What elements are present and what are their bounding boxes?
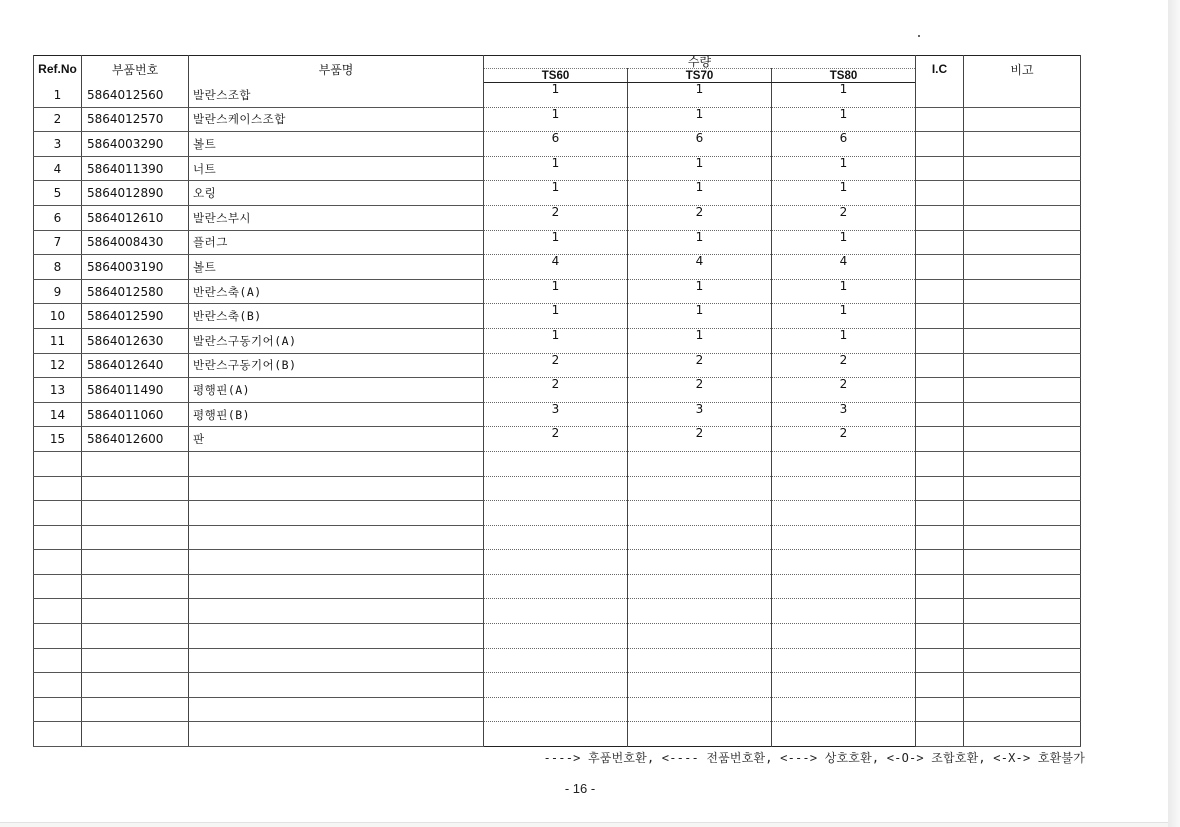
- remark-cell: [964, 402, 1081, 427]
- ic-cell: [916, 476, 964, 501]
- qty-ts60-cell: 1: [484, 279, 628, 304]
- blank-row: [34, 501, 1081, 526]
- qty-ts70-cell: 4: [628, 255, 772, 280]
- ic-cell: [916, 279, 964, 304]
- qty-ts70-cell: 1: [628, 279, 772, 304]
- remark-cell: [964, 328, 1081, 353]
- part-no-cell: [82, 599, 189, 624]
- remark-cell: [964, 451, 1081, 476]
- blank-row: [34, 722, 1081, 747]
- qty-ts60-cell: [484, 550, 628, 575]
- part-name-cell: [189, 697, 484, 722]
- qty-ts70-cell: [628, 574, 772, 599]
- part-name-cell: 플러그: [189, 230, 484, 255]
- blank-row: [34, 599, 1081, 624]
- qty-ts70-cell: 2: [628, 353, 772, 378]
- part-no-cell: [82, 624, 189, 649]
- part-name-cell: 반란스축(A): [189, 279, 484, 304]
- qty-ts80-cell: [772, 451, 916, 476]
- qty-ts70-cell: [628, 673, 772, 698]
- part-no-cell: [82, 451, 189, 476]
- remark-cell: [964, 427, 1081, 452]
- header-model-ts70: TS70: [628, 69, 772, 83]
- part-no-cell: [82, 722, 189, 747]
- qty-ts70-cell: 1: [628, 107, 772, 132]
- qty-ts80-cell: 1: [772, 156, 916, 181]
- header-model-ts80: TS80: [772, 69, 916, 83]
- remark-cell: [964, 156, 1081, 181]
- table-row: [34, 156, 1081, 181]
- qty-ts80-cell: [772, 648, 916, 673]
- qty-ts70-cell: 1: [628, 304, 772, 329]
- part-name-cell: [189, 501, 484, 526]
- qty-ts60-cell: 2: [484, 205, 628, 230]
- page-edge: [1168, 0, 1180, 827]
- qty-ts60-cell: [484, 476, 628, 501]
- part-name-cell: 발란스조합: [189, 83, 484, 108]
- qty-ts70-cell: 2: [628, 427, 772, 452]
- ref-no-cell: [34, 574, 82, 599]
- ic-cell: [916, 132, 964, 157]
- qty-ts70-cell: 1: [628, 83, 772, 108]
- table-row: [34, 230, 1081, 255]
- part-name-cell: 너트: [189, 156, 484, 181]
- ref-no-cell: [34, 550, 82, 575]
- table-row: [34, 181, 1081, 206]
- qty-ts80-cell: 2: [772, 427, 916, 452]
- table-body: [34, 83, 1081, 747]
- part-name-cell: [189, 599, 484, 624]
- qty-ts60-cell: [484, 574, 628, 599]
- qty-ts60-cell: 1: [484, 181, 628, 206]
- qty-ts60-cell: 4: [484, 255, 628, 280]
- ic-cell: [916, 673, 964, 698]
- ic-cell: [916, 427, 964, 452]
- qty-ts60-cell: 1: [484, 304, 628, 329]
- header-remarks: 비고: [964, 56, 1081, 83]
- part-no-cell: [82, 697, 189, 722]
- ref-no-cell: 10: [34, 304, 82, 329]
- ic-cell: [916, 525, 964, 550]
- qty-ts70-cell: 1: [628, 181, 772, 206]
- qty-ts70-cell: [628, 722, 772, 747]
- ic-cell: [916, 205, 964, 230]
- table-row: [34, 107, 1081, 132]
- remark-cell: [964, 599, 1081, 624]
- qty-ts80-cell: 6: [772, 132, 916, 157]
- qty-ts80-cell: 2: [772, 205, 916, 230]
- remark-cell: [964, 107, 1081, 132]
- part-no-cell: 5864012610: [82, 205, 189, 230]
- blank-row: [34, 624, 1081, 649]
- ic-cell: [916, 599, 964, 624]
- table-row: [34, 427, 1081, 452]
- ic-cell: [916, 328, 964, 353]
- qty-ts70-cell: [628, 525, 772, 550]
- ic-cell: [916, 648, 964, 673]
- ic-cell: [916, 255, 964, 280]
- qty-ts80-cell: 1: [772, 181, 916, 206]
- ic-cell: [916, 550, 964, 575]
- part-no-cell: 5864012640: [82, 353, 189, 378]
- qty-ts70-cell: [628, 648, 772, 673]
- remark-cell: [964, 378, 1081, 403]
- qty-ts60-cell: 1: [484, 328, 628, 353]
- part-no-cell: 5864012600: [82, 427, 189, 452]
- qty-ts70-cell: 1: [628, 230, 772, 255]
- blank-row: [34, 697, 1081, 722]
- header-part-name: 부품명: [189, 56, 484, 83]
- ref-no-cell: [34, 648, 82, 673]
- qty-ts80-cell: 1: [772, 304, 916, 329]
- table-row: [34, 132, 1081, 157]
- qty-ts80-cell: [772, 673, 916, 698]
- remark-cell: [964, 697, 1081, 722]
- scan-speck: [918, 35, 920, 37]
- qty-ts60-cell: 3: [484, 402, 628, 427]
- part-name-cell: 평행핀(B): [189, 402, 484, 427]
- qty-ts70-cell: 6: [628, 132, 772, 157]
- qty-ts80-cell: 1: [772, 279, 916, 304]
- remark-cell: [964, 304, 1081, 329]
- table-row: [34, 83, 1081, 108]
- part-name-cell: 발란스구동기어(A): [189, 328, 484, 353]
- interchange-legend: ----> 후품번호환, <---- 전품번호환, <---> 상호호환, <-O-> 조합호환, <-X-> 호환불가: [543, 751, 1085, 765]
- remark-cell: [964, 353, 1081, 378]
- ic-cell: [916, 107, 964, 132]
- ref-no-cell: 9: [34, 279, 82, 304]
- ic-cell: [916, 83, 964, 108]
- remark-cell: [964, 673, 1081, 698]
- qty-ts70-cell: 3: [628, 402, 772, 427]
- ic-cell: [916, 451, 964, 476]
- blank-row: [34, 648, 1081, 673]
- ref-no-cell: [34, 525, 82, 550]
- part-name-cell: [189, 574, 484, 599]
- qty-ts60-cell: 2: [484, 378, 628, 403]
- qty-ts70-cell: [628, 697, 772, 722]
- blank-row: [34, 550, 1081, 575]
- qty-ts60-cell: 1: [484, 156, 628, 181]
- ref-no-cell: [34, 697, 82, 722]
- qty-ts70-cell: [628, 599, 772, 624]
- qty-ts80-cell: [772, 624, 916, 649]
- part-name-cell: [189, 673, 484, 698]
- ref-no-cell: 15: [34, 427, 82, 452]
- remark-cell: [964, 648, 1081, 673]
- table-row: [34, 378, 1081, 403]
- part-no-cell: [82, 550, 189, 575]
- ref-no-cell: [34, 624, 82, 649]
- part-name-cell: 볼트: [189, 255, 484, 280]
- qty-ts60-cell: [484, 451, 628, 476]
- qty-ts70-cell: [628, 451, 772, 476]
- part-no-cell: 5864003290: [82, 132, 189, 157]
- header-ic: I.C: [916, 56, 964, 83]
- remark-cell: [964, 181, 1081, 206]
- qty-ts80-cell: 1: [772, 328, 916, 353]
- part-no-cell: [82, 673, 189, 698]
- ref-no-cell: 4: [34, 156, 82, 181]
- part-name-cell: [189, 525, 484, 550]
- qty-ts60-cell: 1: [484, 107, 628, 132]
- part-no-cell: 5864012560: [82, 83, 189, 108]
- ref-no-cell: 13: [34, 378, 82, 403]
- ic-cell: [916, 304, 964, 329]
- qty-ts80-cell: [772, 550, 916, 575]
- part-no-cell: [82, 476, 189, 501]
- blank-row: [34, 673, 1081, 698]
- blank-row: [34, 451, 1081, 476]
- part-name-cell: [189, 451, 484, 476]
- qty-ts60-cell: [484, 599, 628, 624]
- ref-no-cell: [34, 476, 82, 501]
- remark-cell: [964, 525, 1081, 550]
- qty-ts60-cell: 2: [484, 427, 628, 452]
- remark-cell: [964, 279, 1081, 304]
- qty-ts70-cell: 2: [628, 205, 772, 230]
- ic-cell: [916, 181, 964, 206]
- ref-no-cell: 1: [34, 83, 82, 108]
- header-part-no: 부품번호: [82, 56, 189, 83]
- qty-ts80-cell: 1: [772, 230, 916, 255]
- part-name-cell: 발란스케이스조합: [189, 107, 484, 132]
- ref-no-cell: 3: [34, 132, 82, 157]
- qty-ts60-cell: 6: [484, 132, 628, 157]
- qty-ts80-cell: [772, 722, 916, 747]
- ref-no-cell: 12: [34, 353, 82, 378]
- ref-no-cell: 7: [34, 230, 82, 255]
- blank-row: [34, 525, 1081, 550]
- part-name-cell: 볼트: [189, 132, 484, 157]
- remark-cell: [964, 132, 1081, 157]
- qty-ts70-cell: 1: [628, 328, 772, 353]
- qty-ts60-cell: [484, 501, 628, 526]
- part-no-cell: 5864012630: [82, 328, 189, 353]
- qty-ts70-cell: [628, 550, 772, 575]
- qty-ts80-cell: 1: [772, 107, 916, 132]
- qty-ts80-cell: [772, 599, 916, 624]
- part-no-cell: 5864003190: [82, 255, 189, 280]
- ref-no-cell: [34, 451, 82, 476]
- qty-ts80-cell: [772, 501, 916, 526]
- qty-ts80-cell: 2: [772, 378, 916, 403]
- part-name-cell: [189, 550, 484, 575]
- part-name-cell: 오링: [189, 181, 484, 206]
- qty-ts60-cell: [484, 697, 628, 722]
- ic-cell: [916, 353, 964, 378]
- qty-ts60-cell: [484, 525, 628, 550]
- qty-ts60-cell: 1: [484, 230, 628, 255]
- header-ref-no: Ref.No: [34, 56, 82, 83]
- qty-ts80-cell: [772, 525, 916, 550]
- remark-cell: [964, 624, 1081, 649]
- remark-cell: [964, 550, 1081, 575]
- ic-cell: [916, 230, 964, 255]
- ref-no-cell: 5: [34, 181, 82, 206]
- ref-no-cell: [34, 599, 82, 624]
- part-no-cell: [82, 501, 189, 526]
- part-no-cell: 5864008430: [82, 230, 189, 255]
- qty-ts70-cell: [628, 501, 772, 526]
- part-name-cell: 발란스부시: [189, 205, 484, 230]
- parts-table: [33, 55, 1081, 747]
- table-row: [34, 353, 1081, 378]
- table-row: [34, 255, 1081, 280]
- qty-ts70-cell: 1: [628, 156, 772, 181]
- ref-no-cell: 2: [34, 107, 82, 132]
- qty-ts80-cell: 2: [772, 353, 916, 378]
- ref-no-cell: 14: [34, 402, 82, 427]
- ref-no-cell: 6: [34, 205, 82, 230]
- remark-cell: [964, 255, 1081, 280]
- remark-cell: [964, 205, 1081, 230]
- part-no-cell: [82, 525, 189, 550]
- part-no-cell: 5864012570: [82, 107, 189, 132]
- qty-ts80-cell: 3: [772, 402, 916, 427]
- part-name-cell: [189, 624, 484, 649]
- part-no-cell: 5864012890: [82, 181, 189, 206]
- ic-cell: [916, 156, 964, 181]
- part-no-cell: 5864011490: [82, 378, 189, 403]
- table-row: [34, 402, 1081, 427]
- remark-cell: [964, 574, 1081, 599]
- ic-cell: [916, 402, 964, 427]
- ref-no-cell: [34, 673, 82, 698]
- part-name-cell: [189, 722, 484, 747]
- ref-no-cell: 8: [34, 255, 82, 280]
- part-no-cell: 5864012580: [82, 279, 189, 304]
- remark-cell: [964, 722, 1081, 747]
- qty-ts80-cell: [772, 697, 916, 722]
- ic-cell: [916, 378, 964, 403]
- qty-ts80-cell: 1: [772, 83, 916, 108]
- qty-ts60-cell: 2: [484, 353, 628, 378]
- ic-cell: [916, 574, 964, 599]
- ref-no-cell: [34, 722, 82, 747]
- blank-row: [34, 574, 1081, 599]
- table-row: [34, 205, 1081, 230]
- qty-ts80-cell: 4: [772, 255, 916, 280]
- ref-no-cell: 11: [34, 328, 82, 353]
- table-row: [34, 279, 1081, 304]
- qty-ts60-cell: 1: [484, 83, 628, 108]
- part-name-cell: 판: [189, 427, 484, 452]
- ic-cell: [916, 501, 964, 526]
- page-number: - 16 -: [564, 781, 596, 796]
- qty-ts60-cell: [484, 722, 628, 747]
- part-no-cell: 5864011390: [82, 156, 189, 181]
- ref-no-cell: [34, 501, 82, 526]
- qty-ts60-cell: [484, 624, 628, 649]
- part-no-cell: [82, 574, 189, 599]
- qty-ts60-cell: [484, 673, 628, 698]
- qty-ts80-cell: [772, 574, 916, 599]
- remark-cell: [964, 230, 1081, 255]
- part-name-cell: 반란스구동기어(B): [189, 353, 484, 378]
- remark-cell: [964, 501, 1081, 526]
- header-quantity: 수량: [484, 56, 916, 69]
- part-no-cell: 5864011060: [82, 402, 189, 427]
- qty-ts60-cell: [484, 648, 628, 673]
- part-name-cell: 평행핀(A): [189, 378, 484, 403]
- remark-cell: [964, 476, 1081, 501]
- part-no-cell: 5864012590: [82, 304, 189, 329]
- remark-cell: [964, 83, 1081, 108]
- ic-cell: [916, 697, 964, 722]
- qty-ts80-cell: [772, 476, 916, 501]
- part-no-cell: [82, 648, 189, 673]
- ic-cell: [916, 624, 964, 649]
- qty-ts70-cell: 2: [628, 378, 772, 403]
- blank-row: [34, 476, 1081, 501]
- ic-cell: [916, 722, 964, 747]
- qty-ts70-cell: [628, 624, 772, 649]
- part-name-cell: 반란스축(B): [189, 304, 484, 329]
- part-name-cell: [189, 648, 484, 673]
- part-name-cell: [189, 476, 484, 501]
- header-model-ts60: TS60: [484, 69, 628, 83]
- table-row: [34, 328, 1081, 353]
- qty-ts70-cell: [628, 476, 772, 501]
- table-row: [34, 304, 1081, 329]
